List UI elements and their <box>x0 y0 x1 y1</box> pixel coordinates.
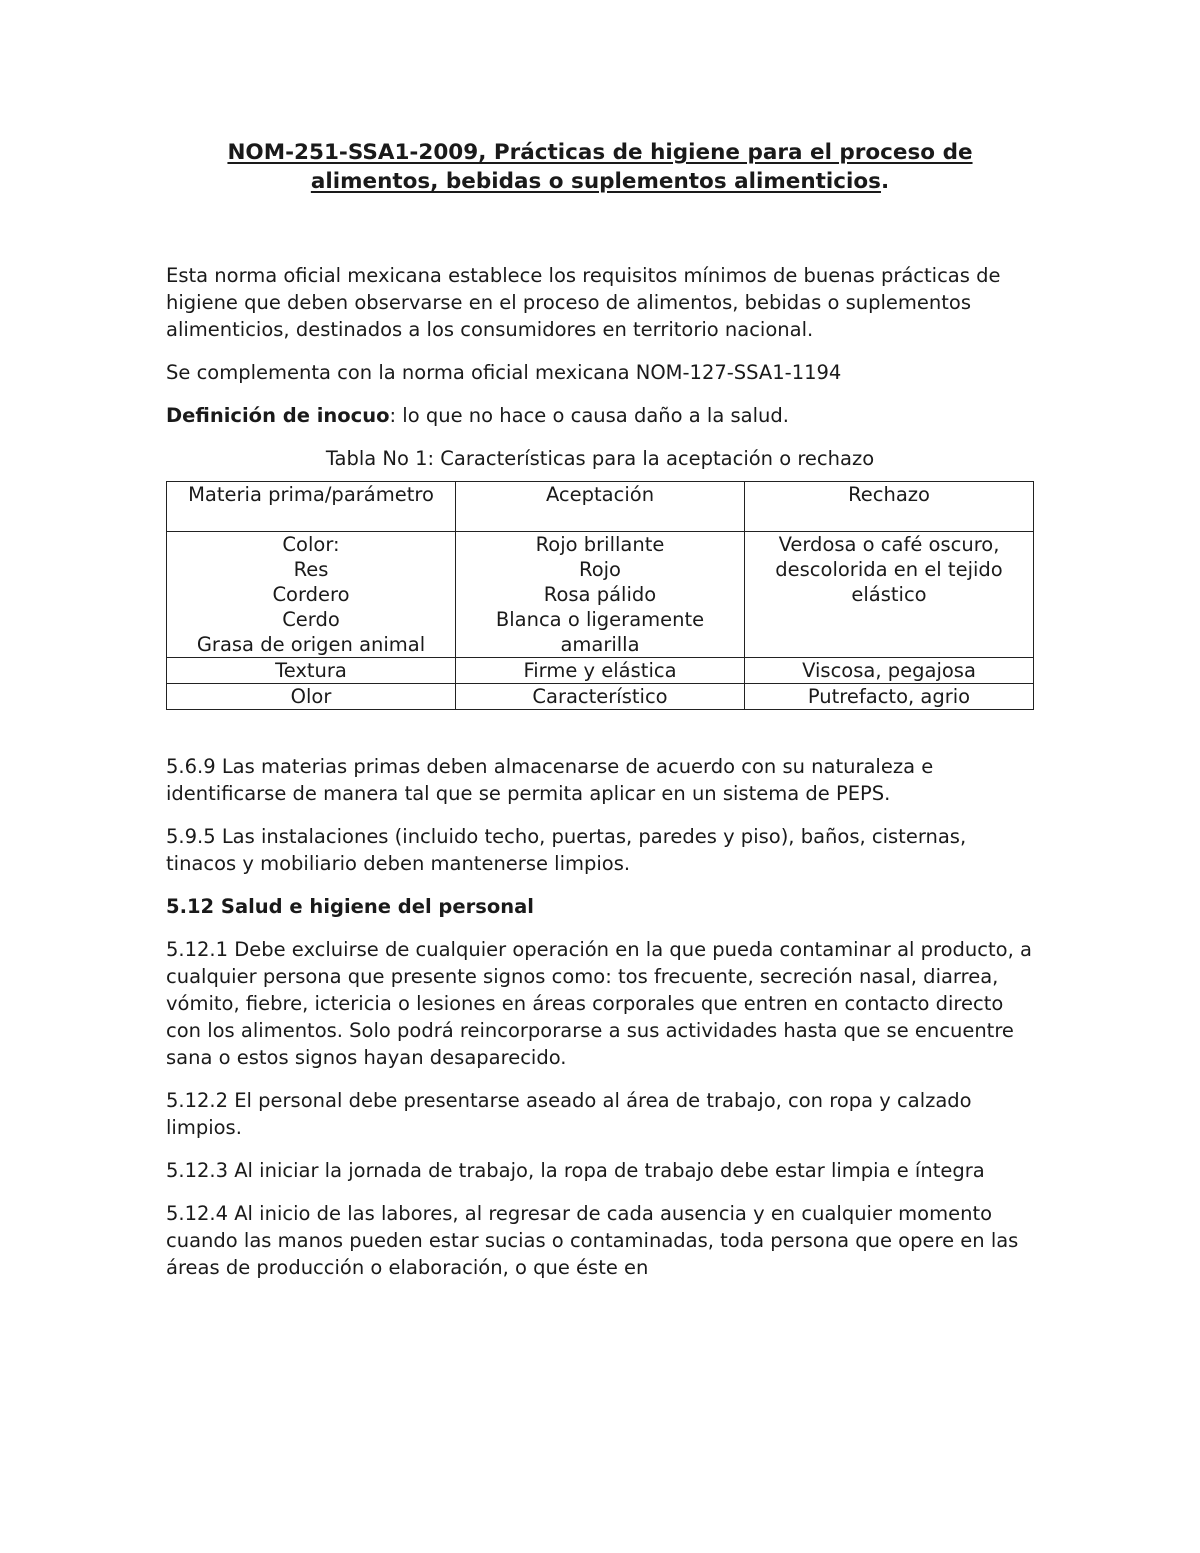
document-title <box>166 138 1034 196</box>
characteristics-table <box>166 481 1034 710</box>
cell-line: Cordero <box>272 583 350 606</box>
table-cell: Textura <box>167 658 456 684</box>
section-5-12-1: 5.12.1 Debe excluirse de cualquier operación en la que pueda contaminar al producto, a cualquier persona que presente signos como: tos frecuente, secreción nasal, diarrea, vómito, fiebre, ictericia o lesiones en áreas corporales que entren en contacto directo con los alimentos. Solo podrá reincorporarse a sus actividades hasta que se encuentre sana o estos signos hayan desaparecido. <box>166 938 1032 1069</box>
table-cell: Característico <box>456 684 745 710</box>
table-cell <box>456 532 745 658</box>
document-page <box>166 138 1034 1281</box>
table-row <box>167 658 1034 684</box>
table-header-row <box>167 482 1034 532</box>
document-title-text: NOM-251-SSA1-2009, Prácticas de higiene para el proceso de alimentos, bebidas o suplementos alimenticios <box>227 140 973 194</box>
cell-line: Rojo brillante <box>535 533 665 556</box>
table-cell: Viscosa, pegajosa <box>745 658 1034 684</box>
table-cell: Firme y elástica <box>456 658 745 684</box>
cell-line: Cerdo <box>282 608 340 631</box>
complement-paragraph: Se complementa con la norma oficial mexicana NOM-127-SSA1-1194 <box>166 361 842 384</box>
table-cell: Verdosa o café oscuro, descolorida en el tejido elástico <box>745 532 1034 658</box>
intro-paragraph: Esta norma oficial mexicana establece los requisitos mínimos de buenas prácticas de higiene que deben observarse en el proceso de alimentos, bebidas o suplementos alimenticios, destinados a los consumidores en territorio nacional. <box>166 264 1001 341</box>
section-5-12-3: 5.12.3 Al iniciar la jornada de trabajo, la ropa de trabajo debe estar limpia e íntegra <box>166 1159 985 1182</box>
table-header-cell: Materia prima/parámetro <box>167 482 456 532</box>
cell-line: Rojo <box>579 558 621 581</box>
definition-term: Definición de inocuo <box>166 404 390 427</box>
cell-line: Color: <box>282 533 340 556</box>
cell-line: Res <box>293 558 329 581</box>
document-title-period: . <box>880 169 890 194</box>
section-5-12-4: 5.12.4 Al inicio de las labores, al regresar de cada ausencia y en cualquier momento cuando las manos pueden estar sucias o contaminadas, toda persona que opere en las áreas de producción o elaboración, o que éste en <box>166 1202 1019 1279</box>
table-cell: Olor <box>167 684 456 710</box>
cell-line: Rosa pálido <box>543 583 657 606</box>
section-5-12-2: 5.12.2 El personal debe presentarse aseado al área de trabajo, con ropa y calzado limpios. <box>166 1089 972 1139</box>
table-row <box>167 684 1034 710</box>
table-cell <box>167 532 456 658</box>
section-5-6-9: 5.6.9 Las materias primas deben almacenarse de acuerdo con su naturaleza e identificarse de manera tal que se permita aplicar en un sistema de PEPS. <box>166 755 934 805</box>
cell-line: Blanca o ligeramente amarilla <box>495 608 705 656</box>
table-header-cell: Aceptación <box>456 482 745 532</box>
definition-text: : lo que no hace o causa daño a la salud. <box>389 404 789 427</box>
definition-paragraph <box>166 402 1034 429</box>
table-header-cell: Rechazo <box>745 482 1034 532</box>
table-caption: Tabla No 1: Características para la aceptación o rechazo <box>325 447 875 470</box>
table-cell: Putrefacto, agrio <box>745 684 1034 710</box>
section-5-12-heading: 5.12 Salud e higiene del personal <box>166 895 534 918</box>
cell-line: Grasa de origen animal <box>196 633 426 656</box>
section-5-9-5: 5.9.5 Las instalaciones (incluido techo, puertas, paredes y piso), baños, cisternas, tinacos y mobiliario deben mantenerse limpios. <box>166 825 967 875</box>
table-row <box>167 532 1034 658</box>
